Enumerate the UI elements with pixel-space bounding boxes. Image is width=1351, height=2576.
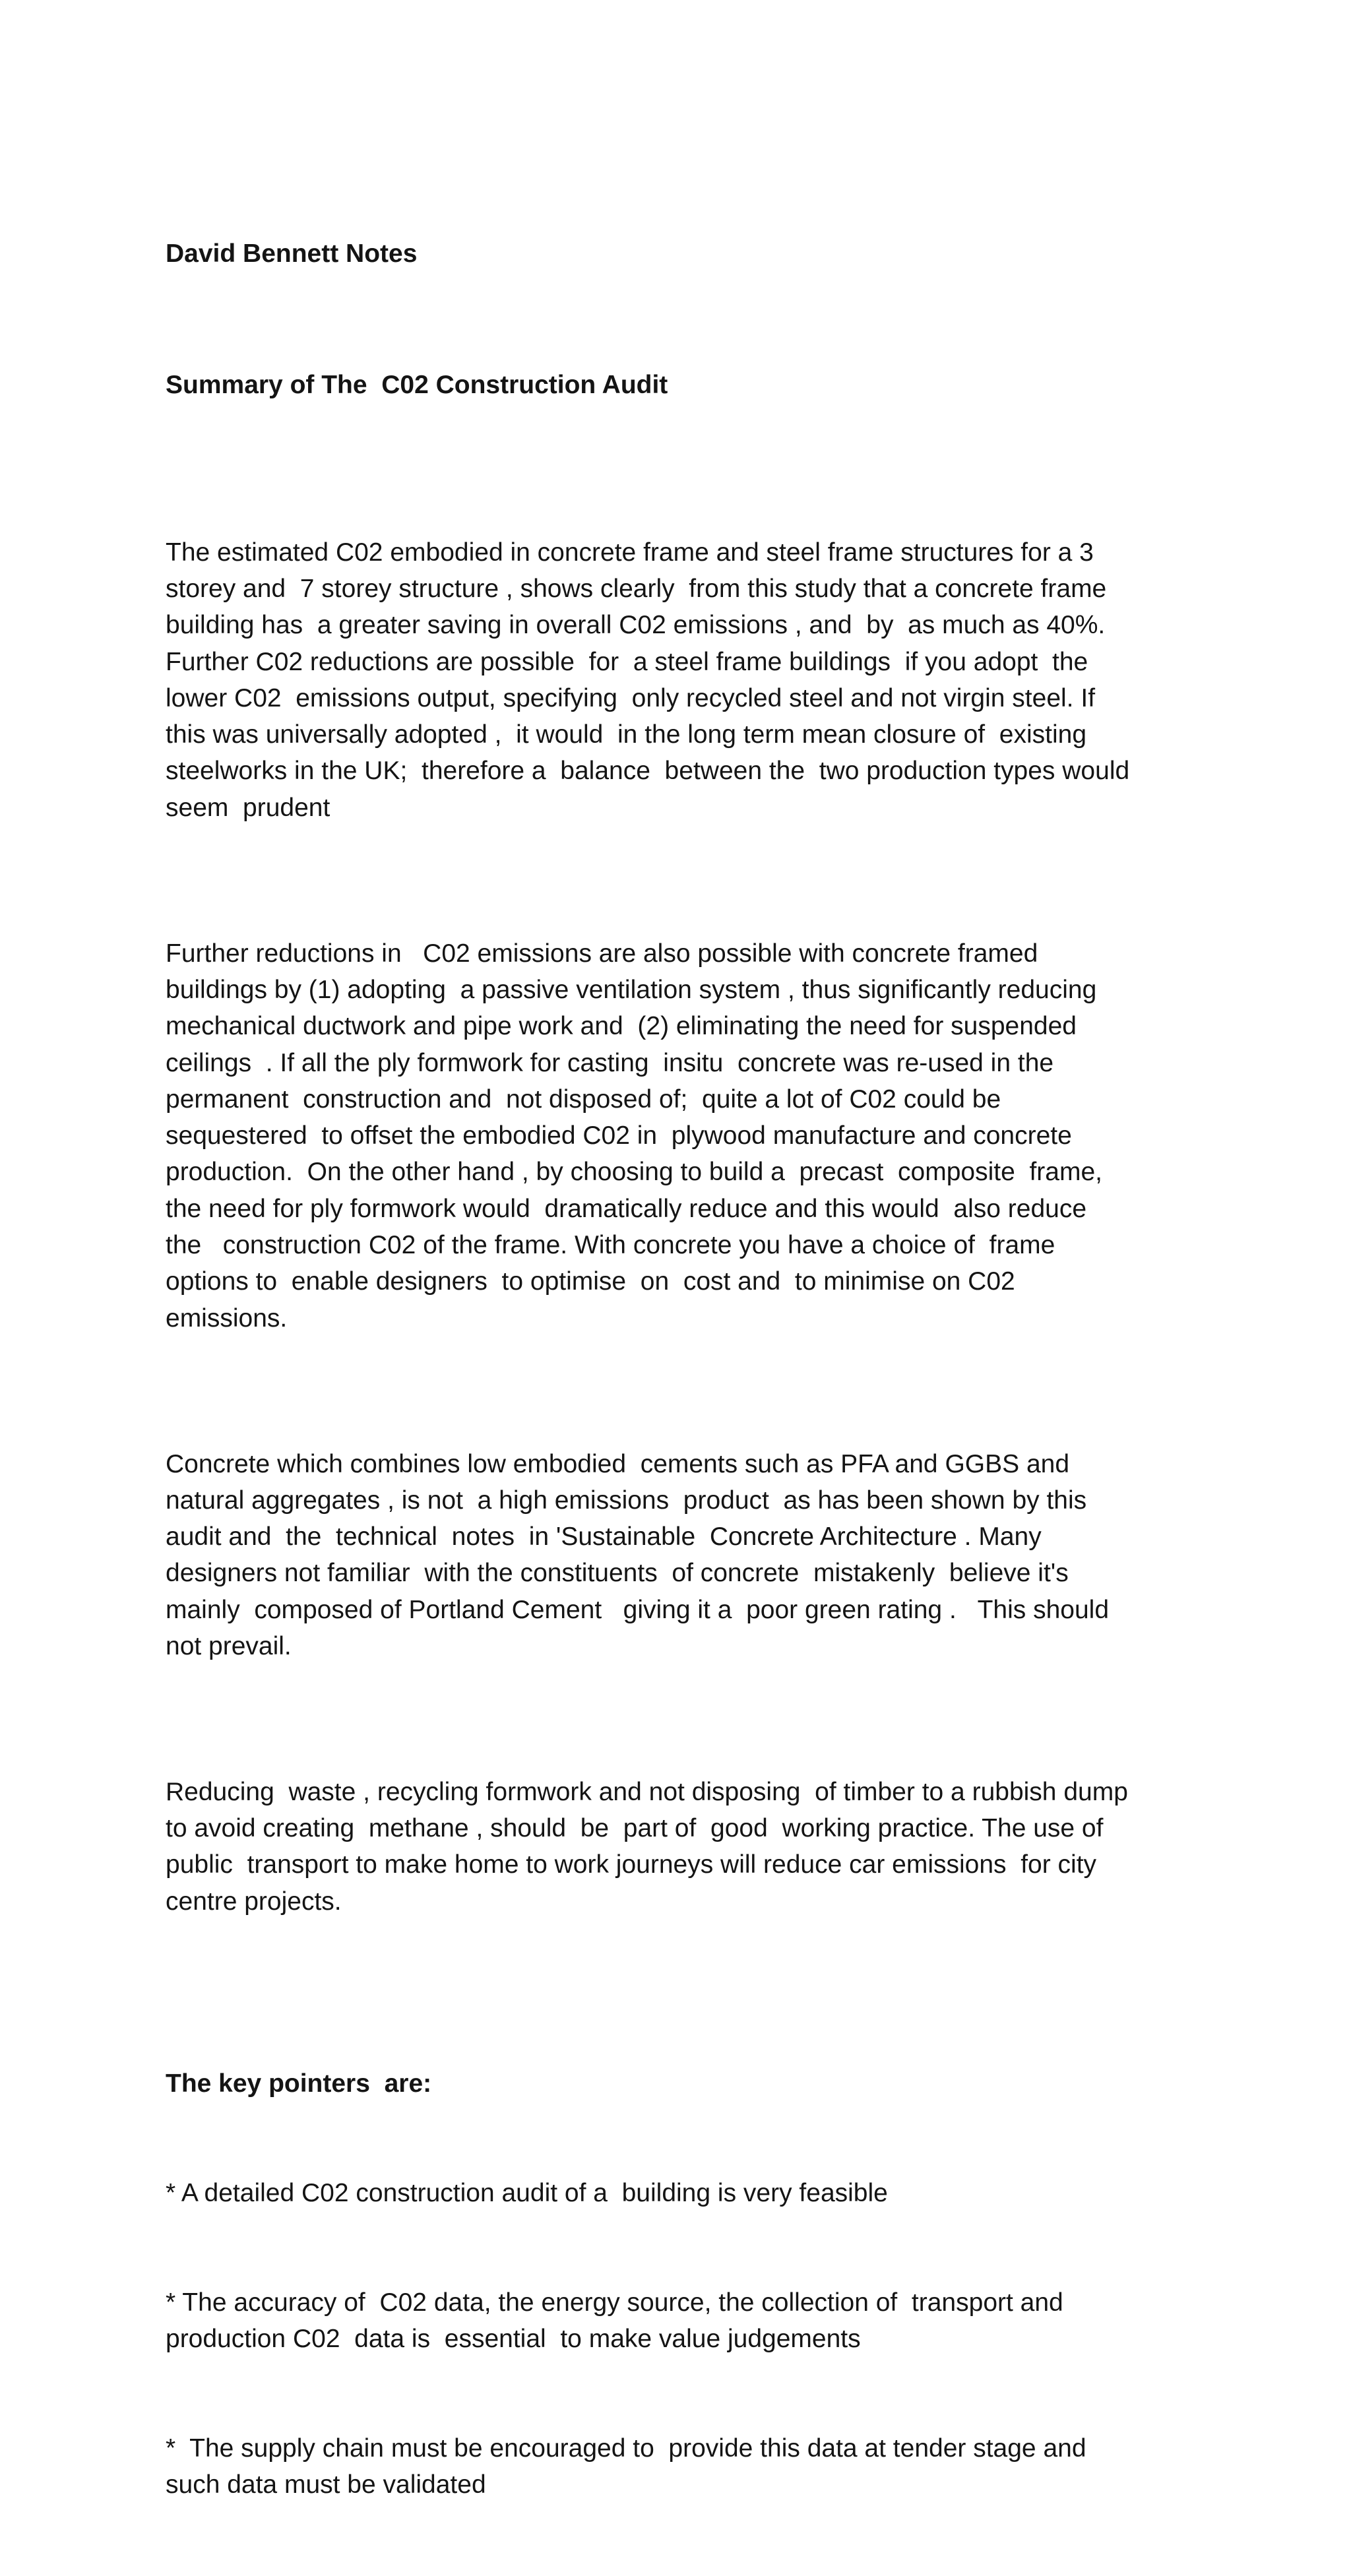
key-pointer-item: * A detailed C02 construction audit of a building is very feasible — [166, 2178, 888, 2207]
paragraph-summary: The estimated C02 embodied in concrete frame and steel frame structures for a 3 storey and 7 storey structure , shows clearly from this study that a concrete frame building has a greater saving in overall C02 emissions , and by as much as 40%. Further C02 reductions are possible for a steel frame buildings if you adopt the lower C02 emissions output, specifying only recycled steel and not virgin steel. If this was universally adopted , it would in the long term mean closure of existing steelworks in the UK; therefore a balance between the two production types would seem prudent — [166, 538, 1130, 822]
key-pointers-heading: The key pointers are: — [166, 2069, 432, 2098]
document-body — [166, 162, 1221, 2576]
paragraph-further-reductions: Further reductions in C02 emissions are also possible with concrete framed buildings by (1) adopting a passive ventilation system , thus significantly reducing mechanical ductwork and pipe work and (2) eliminating the need for suspended ceilings . If all the ply formwork for casting insitu concrete was re-used in the permanent construction and not disposed of; quite a lot of C02 could be sequestered to offset the embodied C02 in plywood manufacture and concrete production. On the other hand , by choosing to build a precast composite frame, the need for ply formwork would dramatically reduce and this would also reduce the construction C02 of the frame. With concrete you have a choice of frame options to enable designers to optimise on cost and to minimise on C02 emissions. — [166, 939, 1102, 1333]
key-pointer-item: * The supply chain must be encouraged to provide this data at tender stage and such data must be validated — [166, 2434, 1086, 2499]
key-pointer-item: * The accuracy of C02 data, the energy source, the collection of transport and production C02 data is essential to make value judgements — [166, 2288, 1063, 2354]
author-heading: David Bennett Notes — [166, 239, 418, 268]
document-title: Summary of The C02 Construction Audit — [166, 371, 668, 400]
paragraph-concrete-constituents: Concrete which combines low embodied cements such as PFA and GGBS and natural aggregates , is not a high emissions product as has been shown by this audit and the technical notes in 'Sustainable Concrete Architecture . Many designers not familiar with the constituents of concrete mistakenly believe it's mainly composed of Portland Cement giving it a poor green rating . This should not prevail. — [166, 1449, 1110, 1660]
paragraph-waste-reduction: Reducing waste , recycling formwork and not disposing of timber to a rubbish dump to avoid creating methane , should be part of good working practice. The use of public transport to make home to work journeys will reduce car emissions for city centre projects. — [166, 1777, 1128, 1916]
